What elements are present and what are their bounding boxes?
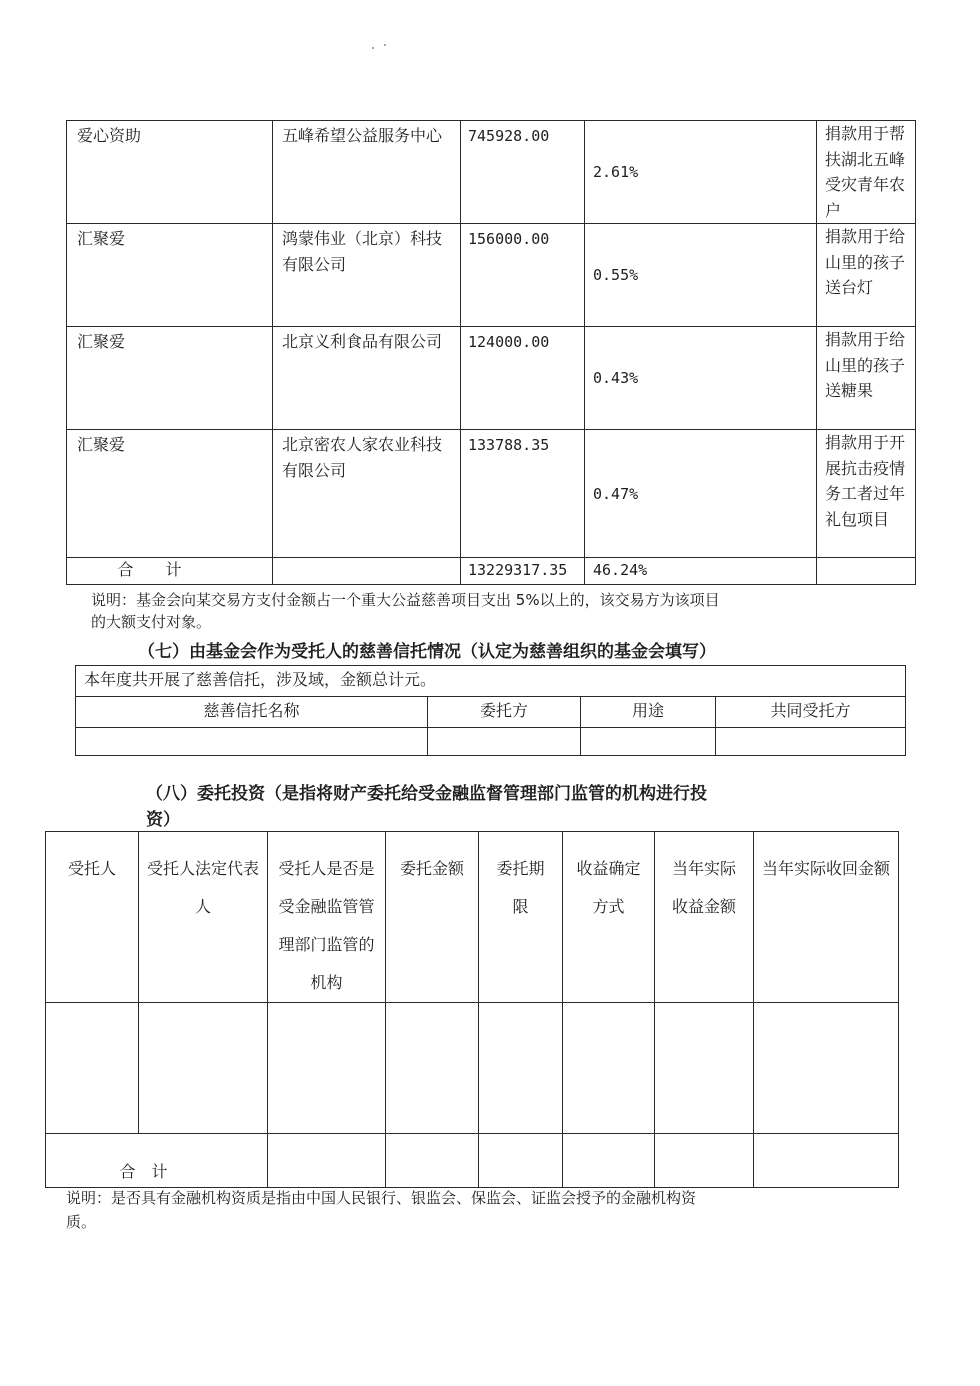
total-label: 合 计 <box>67 558 273 585</box>
empty-cell <box>817 558 916 585</box>
total-row <box>67 558 916 585</box>
purpose-cell: 捐款用于给山里的孩子送糖果 <box>817 327 916 430</box>
recipient-cell: 五峰希望公益服务中心 <box>273 121 461 224</box>
recipient-cell: 北京密农人家农业科技有限公司 <box>273 430 461 558</box>
project-cell: 汇聚爱 <box>67 430 273 558</box>
trust-col-co-trustee: 共同受托方 <box>716 697 906 728</box>
purpose-cell: 捐款用于帮扶湖北五峰受灾青年农户 <box>817 121 916 224</box>
trust-summary: 本年度共开展了慈善信托，涉及域，金额总计元。 <box>76 666 906 697</box>
trust-table <box>75 665 906 756</box>
recipient-cell: 北京义利食品有限公司 <box>273 327 461 430</box>
donation-table <box>66 120 916 585</box>
investment-total-row <box>46 1134 899 1188</box>
total-amount: 13229317.35 <box>461 558 585 585</box>
recipient-cell: 鸿蒙伟业（北京）科技有限公司 <box>273 224 461 327</box>
donation-note: 说明：基金会向某交易方支付金额占一个重大公益慈善项目支出 5%以上的，该交易方为该项目 的大额支付对象。 <box>91 591 720 631</box>
investment-heading: （八）委托投资（是指将财产委托给受金融监督管理部门监管的机构进行投 资） <box>146 784 707 830</box>
investment-header-row <box>46 832 899 1003</box>
inv-col-recovered: 当年实际收回金额 <box>754 832 899 1003</box>
investment-total-label: 合 计 <box>46 1134 268 1188</box>
inv-col-trustee: 受托人 <box>46 832 139 1003</box>
inv-col-income-method: 收益确定方式 <box>563 832 655 1003</box>
inv-col-term: 委托期限 <box>479 832 563 1003</box>
inv-col-actual-income: 当年实际收益金额 <box>655 832 754 1003</box>
empty-cell <box>273 558 461 585</box>
investment-empty-row <box>46 1003 899 1134</box>
trust-summary-row <box>76 666 906 697</box>
inv-col-amount: 委托金额 <box>386 832 479 1003</box>
trust-heading: （七）由基金会作为受托人的慈善信托情况（认定为慈善组织的基金会填写） <box>138 642 716 662</box>
trust-col-use: 用途 <box>581 697 716 728</box>
trust-col-name: 慈善信托名称 <box>76 697 428 728</box>
ratio-cell: 2.61% <box>585 121 817 224</box>
trust-header-row <box>76 697 906 728</box>
amount-cell: 124000.00 <box>461 327 585 430</box>
table-row <box>67 224 916 327</box>
investment-table <box>45 831 899 1188</box>
scan-speck <box>372 47 374 49</box>
project-cell: 爱心资助 <box>67 121 273 224</box>
amount-cell: 745928.00 <box>461 121 585 224</box>
ratio-cell: 0.47% <box>585 430 817 558</box>
table-row <box>67 327 916 430</box>
table-row <box>67 430 916 558</box>
purpose-cell: 捐款用于开展抗击疫情务工者过年礼包项目 <box>817 430 916 558</box>
scan-speck <box>384 44 386 46</box>
project-cell: 汇聚爱 <box>67 224 273 327</box>
trust-empty-row <box>76 728 906 756</box>
amount-cell: 156000.00 <box>461 224 585 327</box>
ratio-cell: 0.43% <box>585 327 817 430</box>
trust-col-principal: 委托方 <box>428 697 581 728</box>
investment-note: 说明：是否具有金融机构资质是指由中国人民银行、银监会、保监会、证监会授予的金融机构资 质。 <box>66 1189 697 1231</box>
total-ratio: 46.24% <box>585 558 817 585</box>
purpose-cell: 捐款用于给山里的孩子送台灯 <box>817 224 916 327</box>
ratio-cell: 0.55% <box>585 224 817 327</box>
table-row <box>67 121 916 224</box>
inv-col-legal-rep: 受托人法定代表人 <box>139 832 268 1003</box>
project-cell: 汇聚爱 <box>67 327 273 430</box>
amount-cell: 133788.35 <box>461 430 585 558</box>
inv-col-regulated: 受托人是否是受金融监管管理部门监管的机构 <box>268 832 386 1003</box>
